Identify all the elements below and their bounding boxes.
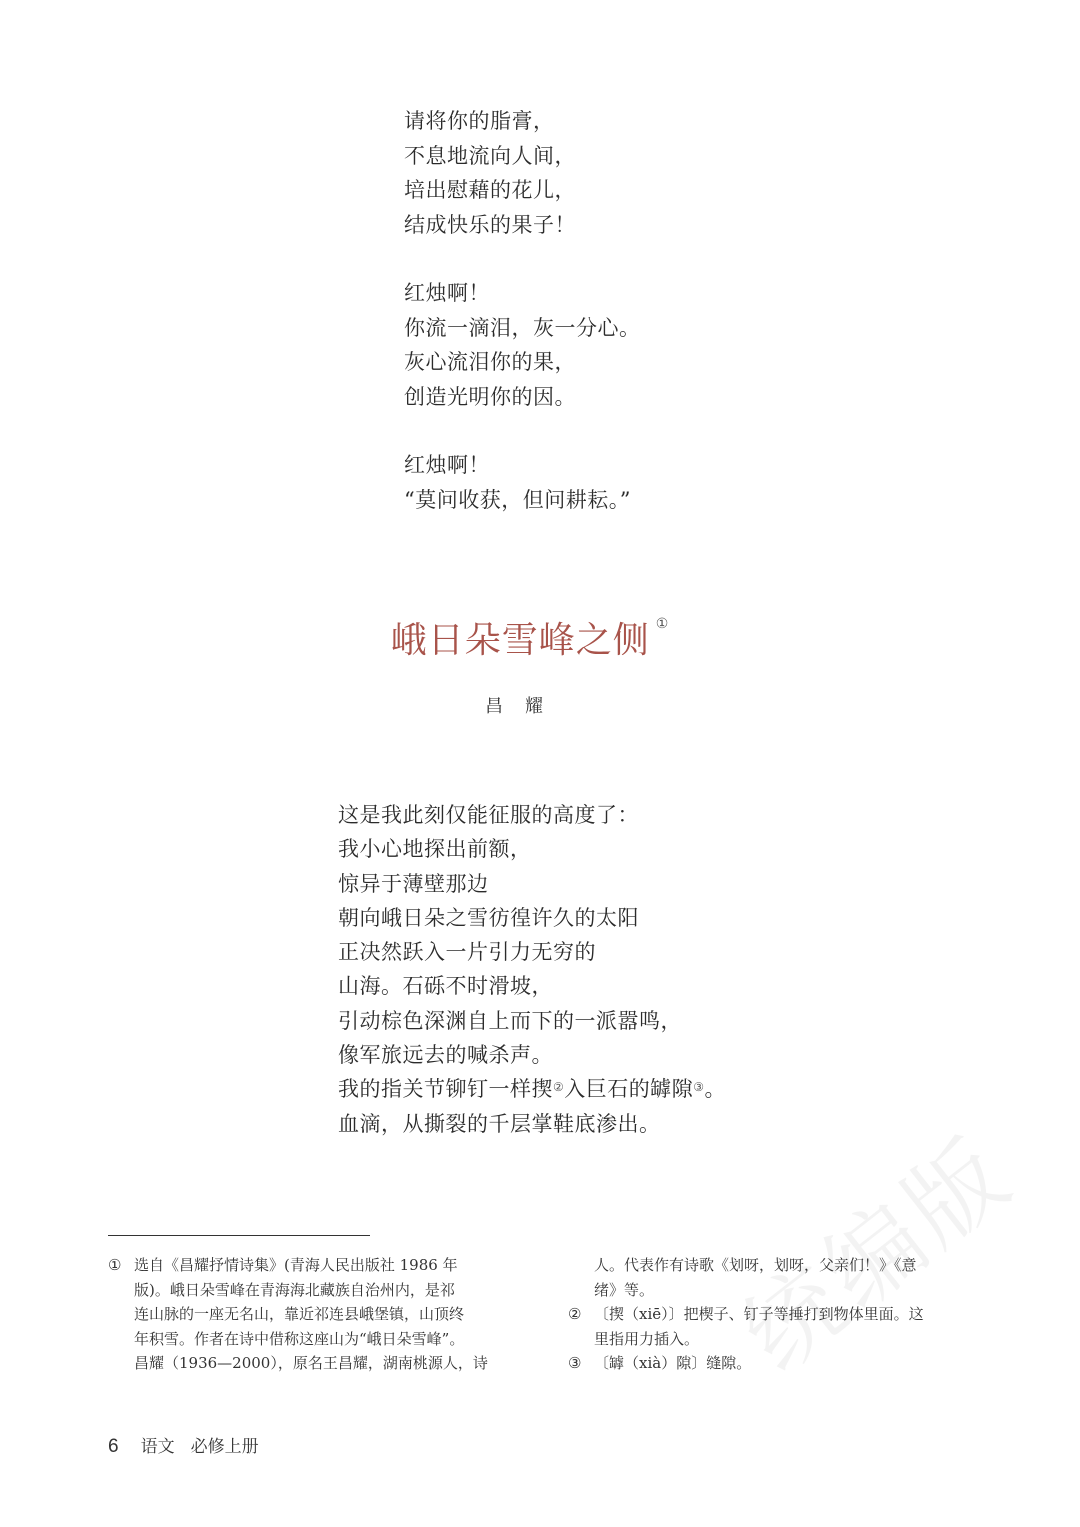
poem-line: 你流一滴泪，灰一分心。 [404, 315, 641, 340]
footnote-number: ③ [568, 1354, 582, 1372]
line-text: 入巨石的罅隙 [564, 1077, 694, 1102]
footnotes-left-column [108, 1253, 503, 1376]
book-label: 必修上册 [190, 1437, 259, 1457]
subject-label: 语文 [140, 1437, 175, 1457]
footnote-line: 绪》等。 [594, 1280, 655, 1299]
poem-line: 创造光明你的因。 [404, 384, 576, 409]
poem-line: 红烛啊！ [404, 281, 490, 305]
footnote-number: ② [568, 1305, 582, 1323]
footnote-number: ① [108, 1256, 122, 1274]
footnote-line: 〔揳（xiē）〕把楔子、钉子等捶打到物体里面。这 [594, 1305, 924, 1323]
poem-line: 引动棕色深渊自上而下的一派嚣鸣， [338, 1008, 682, 1033]
poem-line: 正决然跃入一片引力无穷的 [338, 940, 596, 965]
footnote-line: 里指用力插入。 [594, 1329, 700, 1348]
footnote-line: 年积雪。作者在诗中借称这座山为“峨日朵雪峰”。 [134, 1329, 465, 1348]
poem-line: 不息地流向人间， [404, 143, 576, 168]
footnote-3 [568, 1351, 963, 1376]
poem-line [338, 1072, 726, 1106]
poem-line: 请将你的脂膏， [404, 109, 555, 133]
line-text: 。 [704, 1077, 727, 1102]
stanza [404, 448, 641, 517]
poem-author: 昌耀 [485, 696, 565, 717]
poem-line: 惊异于薄壁那边 [338, 871, 489, 896]
footnote-divider [108, 1235, 370, 1236]
stanza [404, 276, 641, 414]
poem-line: 我小心地探出前额， [338, 837, 532, 862]
line-text: 我的指关节铆钉一样揳 [338, 1077, 553, 1102]
footnote-marker-1: ① [655, 616, 670, 632]
poem-line: 红烛啊！ [404, 453, 490, 477]
footnote-line: 版)。峨日朵雪峰在青海海北藏族自治州内，是祁 [134, 1280, 455, 1299]
footnote-line: 选自《昌耀抒情诗集》(青海人民出版社 1986 年 [134, 1256, 458, 1274]
page-number: 6 [108, 1436, 119, 1457]
footnote-1 [108, 1253, 503, 1376]
poem-line: 这是我此刻仅能征服的高度了： [338, 803, 639, 827]
poem-line: 结成快乐的果子！ [404, 212, 576, 237]
poem-line: 山海。石砾不时滑坡， [338, 974, 553, 999]
page-footer [108, 1432, 259, 1458]
poem-line: “莫问收获，但问耕耘。” [404, 487, 631, 512]
poem-line: 像军旅远去的喊杀声。 [338, 1043, 553, 1068]
stanza [404, 104, 641, 242]
poem-title-text: 峨日朵雪峰之侧 [390, 620, 650, 661]
footnote-line: 〔罅（xià）隙〕缝隙。 [594, 1354, 752, 1372]
footnote-line: 昌耀（1936—2000），原名王昌耀，湖南桃源人，诗 [134, 1354, 488, 1372]
footnote-2 [568, 1302, 963, 1351]
poem-line: 灰心流泪你的果， [404, 350, 576, 374]
footnote-1-continuation [568, 1253, 963, 1302]
poem-line: 培出慰藉的花儿， [404, 178, 576, 202]
poem-line: 朝向峨日朵之雪彷徨许久的太阳 [338, 905, 639, 930]
footnote-marker-3: ③ [693, 1080, 705, 1095]
footnote-line: 人。代表作有诗歌《划呀，划呀，父亲们！》《意 [594, 1256, 917, 1274]
poem-line: 血滴，从撕裂的千层掌鞋底渗出。 [338, 1111, 661, 1136]
poem-red-candle-ending [404, 104, 641, 551]
poem-title [0, 612, 1060, 663]
poem-body [338, 798, 726, 1141]
footnotes-right-column [568, 1253, 963, 1376]
footnote-line: 连山脉的一座无名山，靠近祁连县峨堡镇，山顶终 [134, 1305, 465, 1323]
footnote-marker-2: ② [553, 1080, 565, 1095]
